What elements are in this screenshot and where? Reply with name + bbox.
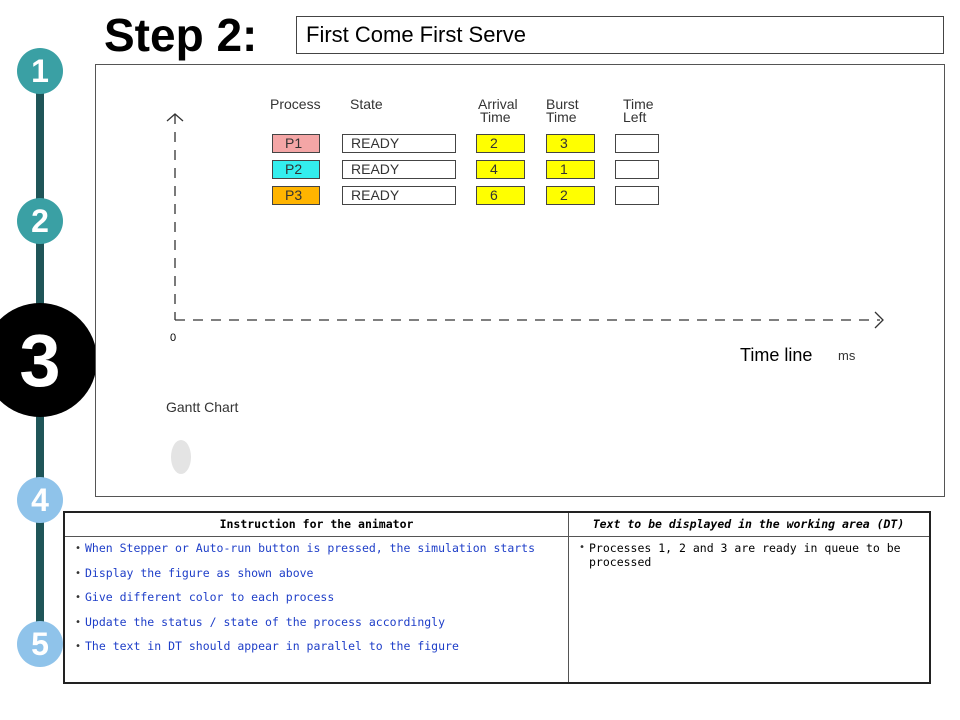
dt-text-list xyxy=(577,541,907,569)
stepper-step-3[interactable]: 3 xyxy=(0,303,97,417)
header-state: State xyxy=(350,96,383,112)
header-burst-1: Burst xyxy=(546,96,579,112)
list-item: • Update the status / state of the process accordingly xyxy=(73,615,563,640)
time-left-cell-p3 xyxy=(615,186,659,205)
instruction-divider xyxy=(568,513,569,682)
header-burst-2: Time xyxy=(546,109,577,125)
list-item: • The text in DT should appear in parallel to the figure xyxy=(73,639,563,664)
process-cell-p2: P2 xyxy=(272,160,320,179)
origin-label: 0 xyxy=(170,332,177,344)
header-arrival-1: Arrival xyxy=(478,96,518,112)
step-title: Step 2: xyxy=(104,9,258,61)
header-time-left-1: Time xyxy=(623,96,654,112)
arrival-cell-p2: 4 xyxy=(476,160,525,179)
x-axis xyxy=(175,312,883,328)
list-item: • Processes 1, 2 and 3 are ready in queue to be processed xyxy=(577,541,907,569)
header-process: Process xyxy=(270,96,321,112)
gantt-placeholder-shape xyxy=(171,440,191,474)
process-cell-p1: P1 xyxy=(272,134,320,153)
state-cell-p2: READY xyxy=(342,160,456,179)
instruction-table xyxy=(63,511,931,684)
time-left-cell-p1 xyxy=(615,134,659,153)
list-item: • Display the figure as shown above xyxy=(73,566,563,591)
header-arrival-2: Time xyxy=(480,109,511,125)
instruction-header-animator: Instruction for the animator xyxy=(65,513,568,537)
instruction-header-dt: Text to be displayed in the working area (DT) xyxy=(568,513,929,537)
state-cell-p1: READY xyxy=(342,134,456,153)
burst-cell-p2: 1 xyxy=(546,160,595,179)
header-time-left-2: Left xyxy=(623,109,647,125)
stepper-step-4[interactable]: 4 xyxy=(17,477,63,523)
gantt-chart-label: Gantt Chart xyxy=(166,399,239,415)
process-cell-p3: P3 xyxy=(272,186,320,205)
arrival-cell-p3: 6 xyxy=(476,186,525,205)
time-left-cell-p2 xyxy=(615,160,659,179)
y-axis xyxy=(167,114,183,320)
state-cell-p3: READY xyxy=(342,186,456,205)
burst-cell-p1: 3 xyxy=(546,134,595,153)
list-item: • When Stepper or Auto-run button is pressed, the simulation starts xyxy=(73,541,563,566)
step-subtitle-box: First Come First Serve xyxy=(296,16,944,54)
time-unit-label: ms xyxy=(838,348,856,363)
arrival-cell-p1: 2 xyxy=(476,134,525,153)
list-item: • Give different color to each process xyxy=(73,590,563,615)
animator-instructions-list xyxy=(73,541,563,664)
stepper-step-1[interactable]: 1 xyxy=(17,48,63,94)
stepper-step-2[interactable]: 2 xyxy=(17,198,63,244)
stepper-step-5[interactable]: 5 xyxy=(17,621,63,667)
burst-cell-p3: 2 xyxy=(546,186,595,205)
time-line-label: Time line xyxy=(740,345,813,365)
